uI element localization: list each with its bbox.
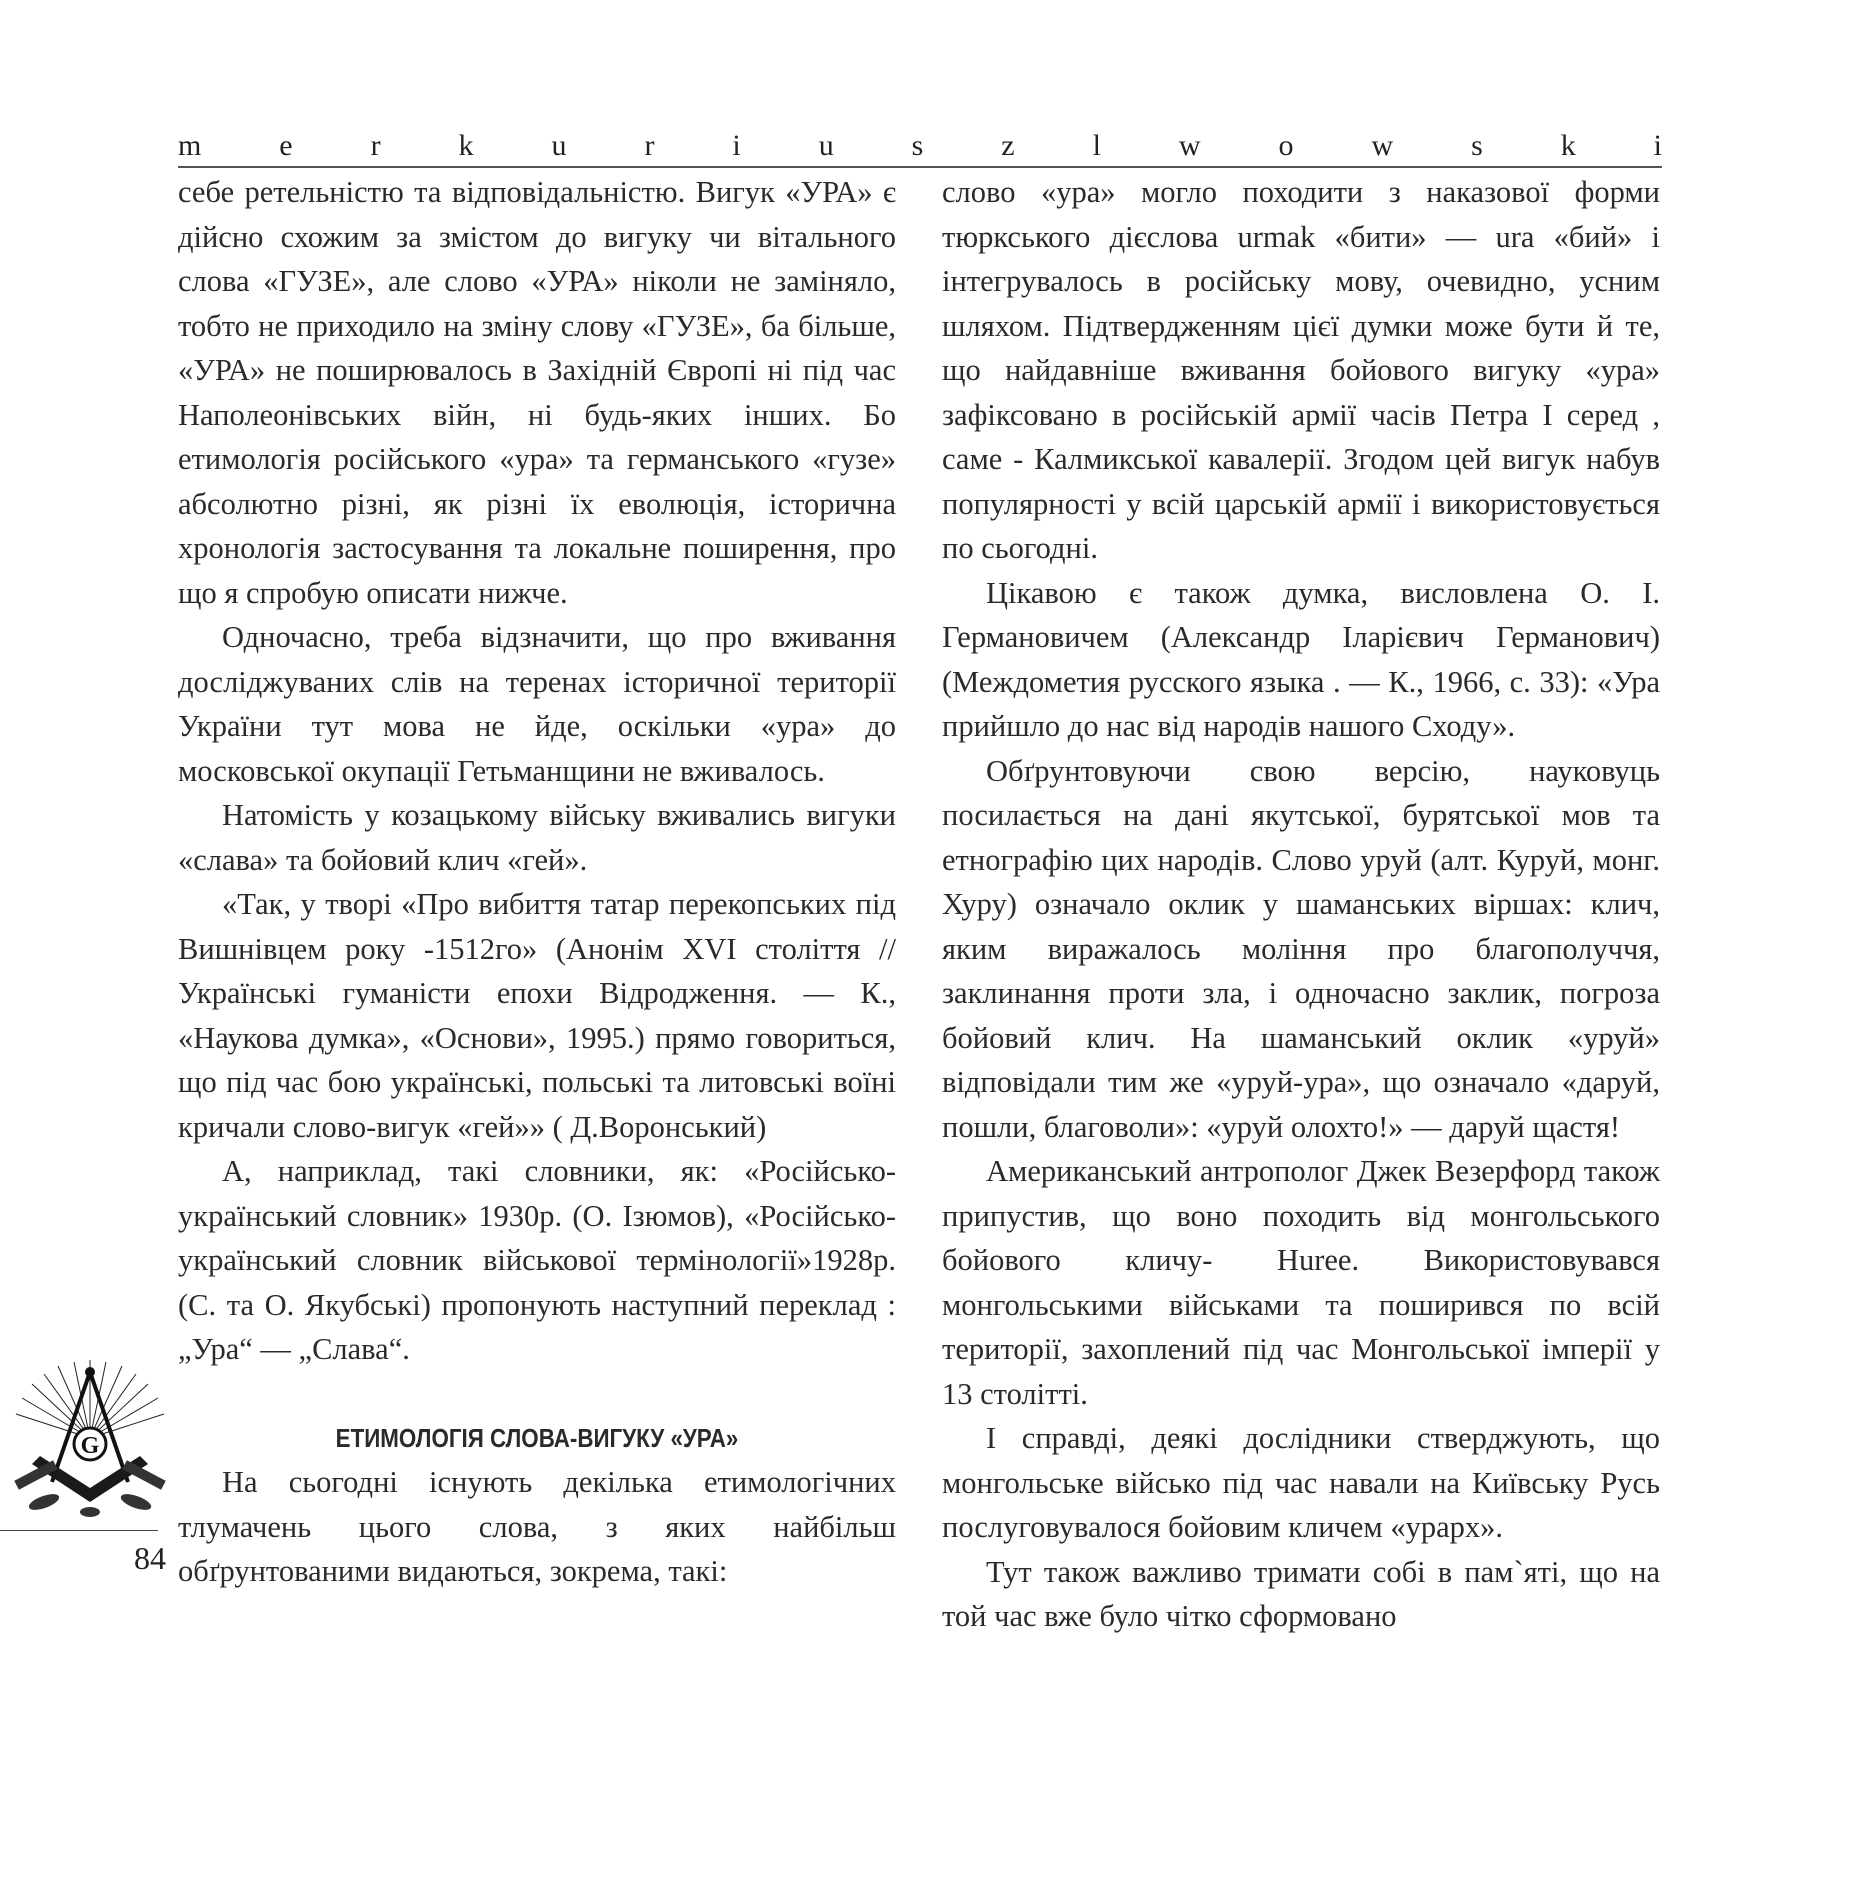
running-head-letter: w — [1371, 129, 1394, 162]
running-head-letter: l — [1092, 129, 1101, 162]
paragraph: На сьогодні існують декілька етимологічних тлумачень цього слова, з яких найбільш обґрунтованими видаються, зокрема, такі: — [178, 1465, 896, 1588]
page-number: 84 — [134, 1540, 166, 1576]
running-head-letter: i — [1653, 129, 1662, 162]
running-head-letter: r — [644, 129, 655, 162]
running-head — [178, 128, 1662, 164]
folio-rule — [0, 1530, 158, 1531]
paragraph: Натомість у козацькому війську вживались вигуки «слава» та бойовий клич «гей». — [178, 798, 896, 877]
running-head-letter: r — [370, 129, 381, 162]
emblem-letter: G — [80, 1433, 100, 1459]
running-head-letter: k — [458, 129, 474, 162]
running-head-letter: z — [1001, 129, 1015, 162]
header-rule — [178, 166, 1662, 168]
left-column — [178, 170, 896, 1594]
running-head-letter: s — [1471, 129, 1483, 162]
running-head-letter: s — [911, 129, 924, 162]
paragraph: себе ретельністю та відповідальністю. Вигук «УРА» є дійсно схожим за змістом до вигуку чи вітального слова «ГУЗЕ», але слово «УРА» ніколи не заміняло, тобто не приходило на зміну слову «ГУЗЕ», ба більше, «УРА» не поширювалось в Західній Європі ні під час Наполеонівських війн, ні будь-яких інших. Бо етимологія російського «ура» та германського «гузе» абсолютно різні, як різні їх еволюція, історична хронологія застосування та локальне поширення, про що я спробую описати нижче. — [178, 175, 896, 610]
running-head-letter: i — [732, 129, 741, 162]
paragraph: Цікавою є також думка, висловлена О. І. Германовичем (Александр Іларієвич Германович) (Междометия русского языка . — К., 1966, с. 33): «Ура прийшло до нас від народів нашого Сходу». — [942, 575, 1660, 743]
running-head-letter: m — [178, 129, 202, 162]
paragraph: «Так, у творі «Про вибиття татар перекопських під Вишнівцем року -1512го» (Анонім XVI століття // Українські гуманісти епохи Відродження. — К., «Наукова думка», «Основи», 1995.) прямо говориться, що під час бою українські, польські та литовські воїні кричали слово-вигук «гей»» ( Д.Воронський) — [178, 887, 896, 1144]
running-head-letter: u — [818, 129, 834, 162]
running-head-letter: w — [1178, 129, 1201, 162]
running-head-letter: u — [551, 129, 567, 162]
paragraph: слово «ура» могло походити з наказової форми тюркського дієслова urmak «бити» — ura «бий» і інтегрувалось в російську мову, очевидно, усним шляхом. Підтвердженням цієї думки може бути й те, що найдавніше вживання бойового вигуку «ура» зафіксовано в російській армії часів Петра І серед , саме - Калмикської кавалерії. Згодом цей вигук набув популярності у всій царській армії і використовується по сьогодні. — [942, 175, 1660, 565]
running-head-letter: e — [279, 129, 293, 162]
running-head-letter: k — [1560, 129, 1576, 162]
running-head-letter: o — [1278, 129, 1294, 162]
paragraph: Американський антрополог Джек Везерфорд також припустив, що воно походить від монгольського бойового кличу- Huree. Використовувався монгольськими військами та поширився по всій території, захоплений під час Монгольської імперії у 13 столітті. — [942, 1154, 1660, 1411]
paragraph: Обґрунтовуючи свою версію, науковуць посилається на дані якутської, бурятської мов та етнографію цих народів. Слово уруй (алт. Куруй, монг. Хуру) означало оклик у шаманських віршах: клич, яким виражалось моління про благополуччя, заклинання проти зла, і одночасно заклик, погроза бойовий клич. На шаманський оклик «уруй» відповідали тим же «уруй-ура», що означало «даруй, пошли, благоволи»: «уруй олохто!» — даруй щастя! — [942, 753, 1660, 1144]
paragraph: Тут також важливо тримати собі в пам`яті, що на той час вже було чітко сформовано — [942, 1554, 1660, 1633]
masonic-emblem-icon — [4, 1352, 176, 1524]
paragraph: І справді, деякі дослідники стверджують, що монгольське військо під час навали на Київську Русь послуговувалося бойовим кличем «урарх». — [942, 1421, 1660, 1544]
section-heading: ЕТИМОЛОГІЯ СЛОВА-ВИГУКУ «УРА» — [335, 1422, 739, 1453]
paragraph: Одночасно, треба відзначити, що про вживання досліджуваних слів на теренах історичної території України тут мова не йде, оскільки «ура» до московської окупації Гетьманщини не вживалось. — [178, 620, 896, 788]
right-column — [942, 170, 1660, 1639]
paragraph: А, наприклад, такі словники, як: «Російсько-український словник» 1930р. (О. Ізюмов), «Російсько-український словник військової термінології»1928р. (С. та О. Якубські) пропонують наступний переклад : „Ура“ — „Слава“. — [178, 1154, 896, 1366]
